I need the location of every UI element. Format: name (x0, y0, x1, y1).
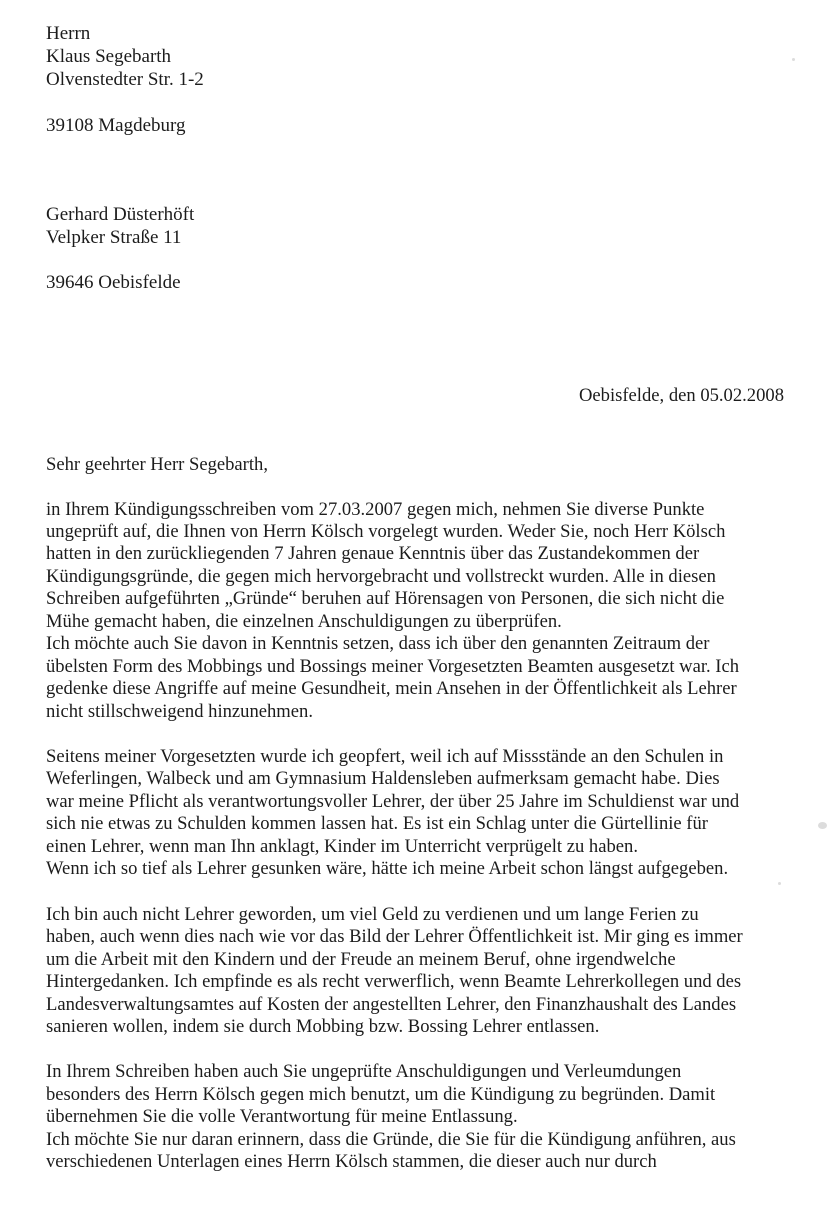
recipient-city: 39108 Magdeburg (46, 115, 186, 136)
body-line: übelsten Form des Mobbings und Bossings meiner Vorgesetzten Beamten ausgesetzt war. Ich (46, 656, 740, 677)
body-line: einen Lehrer, wenn man Ihn anklagt, Kinder im Unterricht verprügelt zu haben. (46, 836, 638, 857)
body-line: haben, auch wenn dies nach wie vor das Bild der Lehrer Öffentlichkeit ist. Mir ging es immer (46, 926, 743, 947)
body-line: Kündigungsgründe, die gegen mich hervorgebracht und vollstreckt wurden. Alle in diesen (46, 566, 716, 587)
body-line: Schreiben aufgeführten „Gründe“ beruhen auf Hörensagen von Personen, die sich nicht die (46, 588, 725, 609)
scan-speck (778, 882, 781, 885)
body-line: war meine Pflicht als verantwortungsvoller Lehrer, der über 25 Jahre im Schuldienst war und (46, 791, 740, 812)
body-line: übernehmen Sie die volle Verantwortung für meine Entlassung. (46, 1106, 518, 1127)
body-line: in Ihrem Kündigungsschreiben vom 27.03.2007 gegen mich, nehmen Sie diverse Punkte (46, 499, 705, 520)
sender-city: 39646 Oebisfelde (46, 272, 181, 293)
body-line: nicht stillschweigend hinzunehmen. (46, 701, 313, 722)
body-line: Wenn ich so tief als Lehrer gesunken wäre, hätte ich meine Arbeit schon längst aufgegeben. (46, 858, 729, 879)
body-line: sanieren wollen, indem sie durch Mobbing bzw. Bossing Lehrer entlassen. (46, 1016, 600, 1037)
recipient-name: Klaus Segebarth (46, 46, 172, 67)
scan-speck (818, 822, 827, 829)
body-line: Landesverwaltungsamtes auf Kosten der angestellten Lehrer, den Finanzhaushalt des Landes (46, 994, 737, 1015)
scan-speck (792, 58, 795, 61)
recipient-salutation: Herrn (46, 23, 91, 44)
body-line: verschiedenen Unterlagen eines Herrn Kölsch stammen, die dieser auch nur durch (46, 1151, 657, 1172)
body-line: Seitens meiner Vorgesetzten wurde ich geopfert, weil ich auf Missstände an den Schulen in (46, 746, 724, 767)
body-line: ungeprüft auf, die Ihnen von Herrn Kölsch vorgelegt wurden. Weder Sie, noch Herr Kölsch (46, 521, 726, 542)
date-line: Oebisfelde, den 05.02.2008 (578, 385, 784, 406)
recipient-street: Olvenstedter Str. 1-2 (46, 69, 204, 90)
sender-street: Velpker Straße 11 (46, 227, 182, 248)
body-line: hatten in den zurückliegenden 7 Jahren genaue Kenntnis über das Zustandekommen der (46, 543, 700, 564)
body-line: Ich möchte Sie nur daran erinnern, dass die Gründe, die Sie für die Kündigung anführen, aus (46, 1129, 736, 1150)
body-line: Weferlingen, Walbeck und am Gymnasium Haldensleben aufmerksam gemacht habe. Dies (46, 768, 720, 789)
body-line: Ich bin auch nicht Lehrer geworden, um viel Geld zu verdienen und um lange Ferien zu (46, 904, 699, 925)
greeting: Sehr geehrter Herr Segebarth, (46, 454, 268, 475)
body-line: um die Arbeit mit den Kindern und der Freude an meinem Beruf, ohne irgendwelche (46, 949, 676, 970)
sender-name: Gerhard Düsterhöft (46, 204, 195, 225)
body-line: Ich möchte auch Sie davon in Kenntnis setzen, dass ich über den genannten Zeitraum der (46, 633, 710, 654)
body-line: besonders des Herrn Kölsch gegen mich benutzt, um die Kündigung zu begründen. Damit (46, 1084, 716, 1105)
body-line: Mühe gemacht haben, die einzelnen Anschuldigungen zu überprüfen. (46, 611, 562, 632)
body-line: Hintergedanken. Ich empfinde es als recht verwerflich, wenn Beamte Lehrerkollegen und des (46, 971, 742, 992)
body-line: gedenke diese Angriffe auf meine Gesundheit, mein Ansehen in der Öffentlichkeit als Lehrer (46, 678, 737, 699)
body-line: In Ihrem Schreiben haben auch Sie ungeprüfte Anschuldigungen und Verleumdungen (46, 1061, 682, 1082)
body-line: sich nie etwas zu Schulden kommen lassen hat. Es ist ein Schlag unter die Gürtellinie für (46, 813, 708, 834)
